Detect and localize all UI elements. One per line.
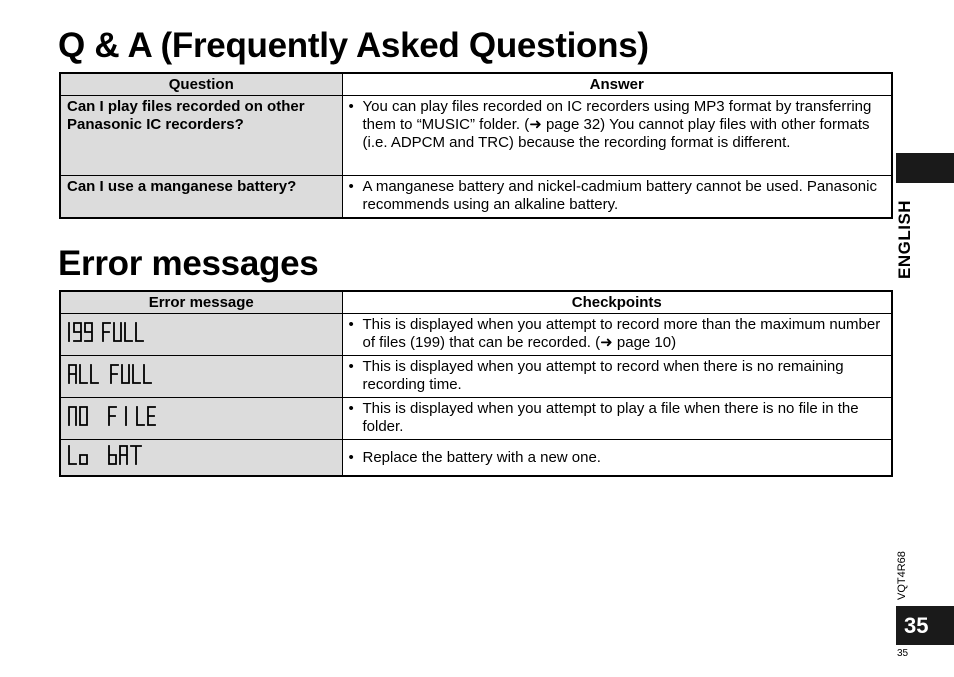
checkpoint-text: This is displayed when you attempt to record more than the maximum number of files (199) that can be recorded. ( (362, 316, 881, 351)
lcd-display (60, 356, 342, 398)
page-number-badge: 35 (896, 606, 954, 645)
qa-answer-text: You can play files recorded on IC recorders using MP3 format by transferring them to “MUSIC” folder. ( (362, 98, 872, 133)
bullet: • (348, 98, 354, 115)
error-checkpoint (342, 440, 892, 477)
page-number-small: 35 (897, 648, 909, 659)
checkpoint-text: This is displayed when you attempt to record when there is no remaining recording time. (362, 358, 844, 393)
qa-header-row (60, 73, 892, 96)
errors-column-checkpoints: Checkpoints (342, 291, 892, 314)
language-text: ENGLISH (895, 199, 914, 279)
error-checkpoint (342, 398, 892, 440)
language-label (889, 185, 923, 285)
lcd-segment-text (65, 317, 165, 347)
error-row (60, 314, 892, 356)
bullet: • (348, 448, 354, 466)
checkpoint-text: This is displayed when you attempt to play a file when there is no file in the folder. (362, 400, 859, 435)
lcd-display (60, 314, 342, 356)
bullet: • (348, 358, 354, 375)
side-tab-marker (896, 153, 954, 183)
errors-column-message: Error message (60, 291, 342, 314)
bullet: • (348, 400, 354, 417)
model-code-text: VQT4R68 (896, 551, 908, 600)
bullet: • (348, 316, 354, 333)
qa-answer (342, 176, 892, 218)
qa-column-question: Question (60, 73, 342, 96)
errors-header-row (60, 291, 892, 314)
qa-row (60, 96, 892, 176)
qa-table (59, 72, 893, 219)
errors-section-title: Error messages (58, 244, 319, 283)
qa-section-title: Q & A (Frequently Asked Questions) (58, 26, 649, 65)
lcd-display (60, 440, 342, 477)
model-code (893, 535, 917, 605)
lcd-segment-text (65, 401, 175, 431)
error-row (60, 398, 892, 440)
lcd-segment-text (65, 359, 175, 389)
qa-column-answer: Answer (342, 73, 892, 96)
error-checkpoint (342, 314, 892, 356)
checkpoint-text: page 10) (612, 334, 677, 351)
qa-question: Can I use a manganese battery? (60, 176, 342, 218)
error-row (60, 356, 892, 398)
bullet: • (348, 178, 354, 195)
arrow-right-icon: ➜ (529, 116, 542, 133)
checkpoint-text: Replace the battery with a new one. (362, 448, 601, 466)
qa-answer-text: page 32) You cannot play files with other formats (i.e. ADPCM and TRC) because the recording format is different. (362, 116, 870, 151)
lcd-segment-text (65, 440, 165, 470)
lcd-display (60, 398, 342, 440)
error-row (60, 440, 892, 477)
qa-question: Can I play files recorded on other Panasonic IC recorders? (60, 96, 342, 176)
qa-answer-text: A manganese battery and nickel-cadmium battery cannot be used. Panasonic recommends using an alkaline battery. (362, 178, 877, 213)
error-checkpoint (342, 356, 892, 398)
errors-table (59, 290, 893, 477)
qa-answer (342, 96, 892, 176)
qa-row (60, 176, 892, 218)
arrow-right-icon: ➜ (600, 334, 613, 351)
